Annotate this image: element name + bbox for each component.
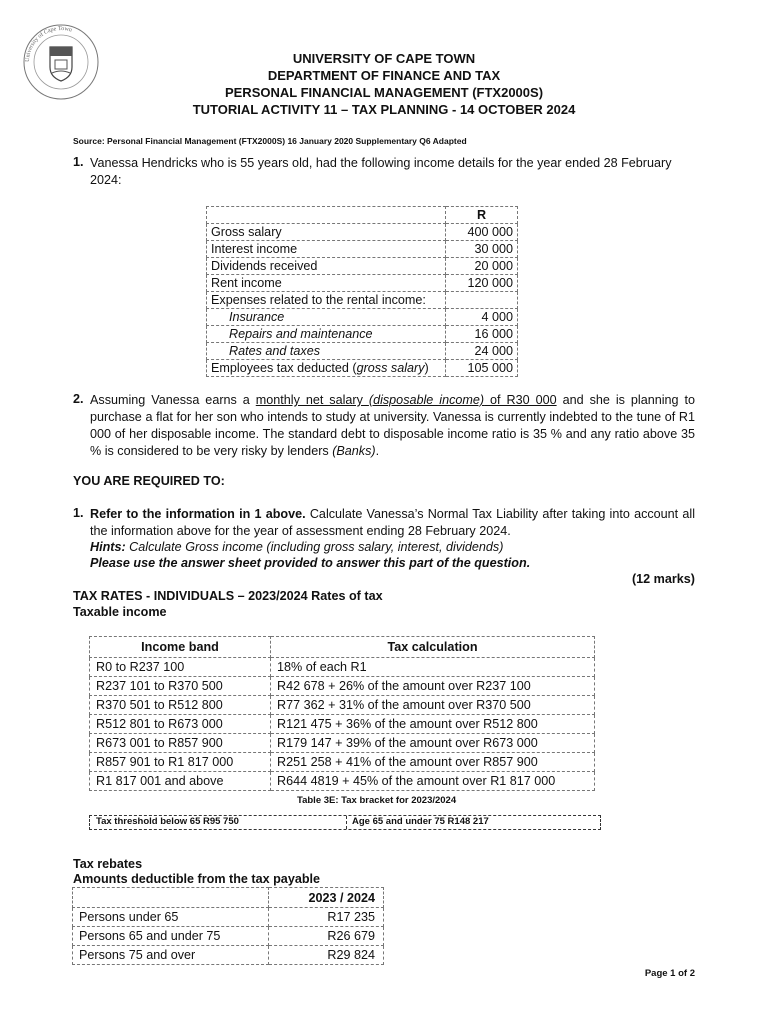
- task1-number: 1.: [73, 506, 84, 520]
- q2-number: 2.: [73, 392, 84, 406]
- row-label: Repairs and maintenance: [207, 326, 446, 343]
- table-row: [207, 241, 518, 258]
- q2-part-italic: (disposable income): [368, 393, 485, 407]
- table-row: [73, 927, 384, 946]
- row-value: 4 000: [446, 309, 518, 326]
- q2-part: monthly net salary: [255, 393, 369, 407]
- table-row: [90, 734, 595, 753]
- table-row: [90, 677, 595, 696]
- col-year: 2023 / 2024: [269, 888, 384, 908]
- q1-number: 1.: [73, 155, 84, 169]
- blank-header: [73, 888, 269, 908]
- tax-calculation: R179 147 + 39% of the amount over R673 000: [271, 734, 595, 753]
- row-value: 120 000: [446, 275, 518, 292]
- course-name: PERSONAL FINANCIAL MANAGEMENT (FTX2000S): [224, 85, 544, 100]
- threshold-65-to-75: Age 65 and under 75 R148 217: [352, 816, 489, 827]
- row-value: 24 000: [446, 343, 518, 360]
- rebate-label: Persons 65 and under 75: [73, 927, 269, 946]
- income-band: R673 001 to R857 900: [90, 734, 271, 753]
- task1-answer-note: Please use the answer sheet provided to answer this part of the question.: [90, 556, 531, 570]
- task1-marks: (12 marks): [631, 572, 695, 586]
- tax-bracket-table: [89, 636, 595, 791]
- income-band: R512 801 to R673 000: [90, 715, 271, 734]
- table-caption: Table 3E: Tax bracket for 2023/2024: [297, 795, 457, 806]
- tax-calculation: 18% of each R1: [271, 658, 595, 677]
- row-value: 105 000: [446, 360, 518, 377]
- table-row: [207, 360, 518, 377]
- tax-rates-title: TAX RATES - INDIVIDUALS – 2023/2024 Rates of tax: [73, 589, 383, 603]
- table-header-row: [90, 637, 595, 658]
- table-row: [90, 696, 595, 715]
- source-note: Source: Personal Financial Management (FTX2000S) 16 January 2020 Supplementary Q6 Adapted: [73, 136, 467, 146]
- table-row: [90, 715, 595, 734]
- tax-calculation: R77 362 + 31% of the amount over R370 500: [271, 696, 595, 715]
- threshold-below-65: Tax threshold below 65 R95 750: [96, 816, 239, 827]
- row-label: Expenses related to the rental income:: [207, 292, 446, 309]
- university-name: UNIVERSITY OF CAPE TOWN: [292, 51, 476, 66]
- q2-part: .: [375, 444, 380, 458]
- task1-body: Calculate Vanessa’s Normal Tax Liability after taking into account all the information above for the year of assessment ending 28 February 2024.: [90, 507, 695, 538]
- table-row: [90, 772, 595, 791]
- income-band: R857 901 to R1 817 000: [90, 753, 271, 772]
- row-label: Rates and taxes: [207, 343, 446, 360]
- income-band: R370 501 to R512 800: [90, 696, 271, 715]
- task1-hints: [90, 540, 503, 554]
- rebate-label: Persons under 65: [73, 908, 269, 927]
- table-row: [207, 292, 518, 309]
- rebate-label: Persons 75 and over: [73, 946, 269, 965]
- hints-label: Hints:: [90, 540, 126, 554]
- rebates-title: Tax rebates: [73, 857, 143, 871]
- q2-underlined: [256, 393, 557, 407]
- crest-ring-text: University of Cape Town: [24, 25, 73, 63]
- col-tax-calculation: Tax calculation: [271, 637, 595, 658]
- income-band: R237 101 to R370 500: [90, 677, 271, 696]
- task1-intro: Refer to the information in 1 above.: [90, 507, 306, 521]
- label-part-italic: gross salary: [356, 361, 425, 375]
- rebate-value: R17 235: [269, 908, 384, 927]
- q2-part: of R30 000: [484, 393, 557, 407]
- q2-part-italic: (Banks): [332, 444, 376, 458]
- row-value: [446, 292, 518, 309]
- table-row: [207, 207, 518, 224]
- table-row: [90, 753, 595, 772]
- tax-calculation: R251 258 + 41% of the amount over R857 900: [271, 753, 595, 772]
- q2-part: Assuming Vanessa earns a: [90, 393, 256, 407]
- table-header-row: [73, 888, 384, 908]
- row-value: 30 000: [446, 241, 518, 258]
- tax-threshold-box: [89, 815, 601, 830]
- income-band: R1 817 001 and above: [90, 772, 271, 791]
- rebate-value: R26 679: [269, 927, 384, 946]
- row-label: Dividends received: [207, 258, 446, 275]
- row-value: 16 000: [446, 326, 518, 343]
- row-label: Rent income: [207, 275, 446, 292]
- row-label: Insurance: [207, 309, 446, 326]
- threshold-divider: [346, 816, 347, 829]
- table-row: [207, 275, 518, 292]
- page-number: Page 1 of 2: [644, 968, 695, 979]
- tax-calculation: R42 678 + 26% of the amount over R237 100: [271, 677, 595, 696]
- hints-text: Calculate Gross income (including gross salary, interest, dividends): [125, 540, 504, 554]
- table-row: [207, 326, 518, 343]
- label-part: Employees tax deducted (: [211, 361, 357, 375]
- q1-text: Vanessa Hendricks who is 55 years old, had the following income details for the year ended 28 February 2024:: [90, 156, 672, 187]
- row-label: Gross salary: [207, 224, 446, 241]
- income-band: R0 to R237 100: [90, 658, 271, 677]
- tax-calculation: R121 475 + 36% of the amount over R512 800: [271, 715, 595, 734]
- task1-text: [90, 506, 695, 540]
- rebate-value: R29 824: [269, 946, 384, 965]
- rebates-subtitle: Amounts deductible from the tax payable: [73, 872, 321, 886]
- table-row: [73, 946, 384, 965]
- currency-header: R: [446, 207, 518, 224]
- table-row: [73, 908, 384, 927]
- q2-part: and she is planning to purchase a flat for her son who intends to study at university. Vanessa is currently indebted to the tune of R1 000 of her disposable income. The standard debt to disposable income ratio is 35 % and any ratio above 35 % is considered to be very risky by lenders: [90, 393, 696, 458]
- tax-rates-subtitle: Taxable income: [73, 605, 167, 619]
- table-row: [207, 343, 518, 360]
- required-heading: YOU ARE REQUIRED TO:: [73, 474, 225, 488]
- department-name: DEPARTMENT OF FINANCE AND TAX: [267, 68, 501, 83]
- income-table: [206, 206, 518, 377]
- table-row: [207, 309, 518, 326]
- q2-text: [90, 392, 695, 460]
- activity-title: TUTORIAL ACTIVITY 11 – TAX PLANNING - 14 OCTOBER 2024: [192, 102, 576, 117]
- row-label: Interest income: [207, 241, 446, 258]
- tax-calculation: R644 4819 + 45% of the amount over R1 817 000: [271, 772, 595, 791]
- row-value: 400 000: [446, 224, 518, 241]
- col-income-band: Income band: [90, 637, 271, 658]
- row-label: [207, 360, 446, 377]
- table-row: [90, 658, 595, 677]
- row-value: 20 000: [446, 258, 518, 275]
- rebates-table: [72, 887, 384, 965]
- table-row: [207, 258, 518, 275]
- table-row: [207, 224, 518, 241]
- label-part: ): [424, 361, 429, 375]
